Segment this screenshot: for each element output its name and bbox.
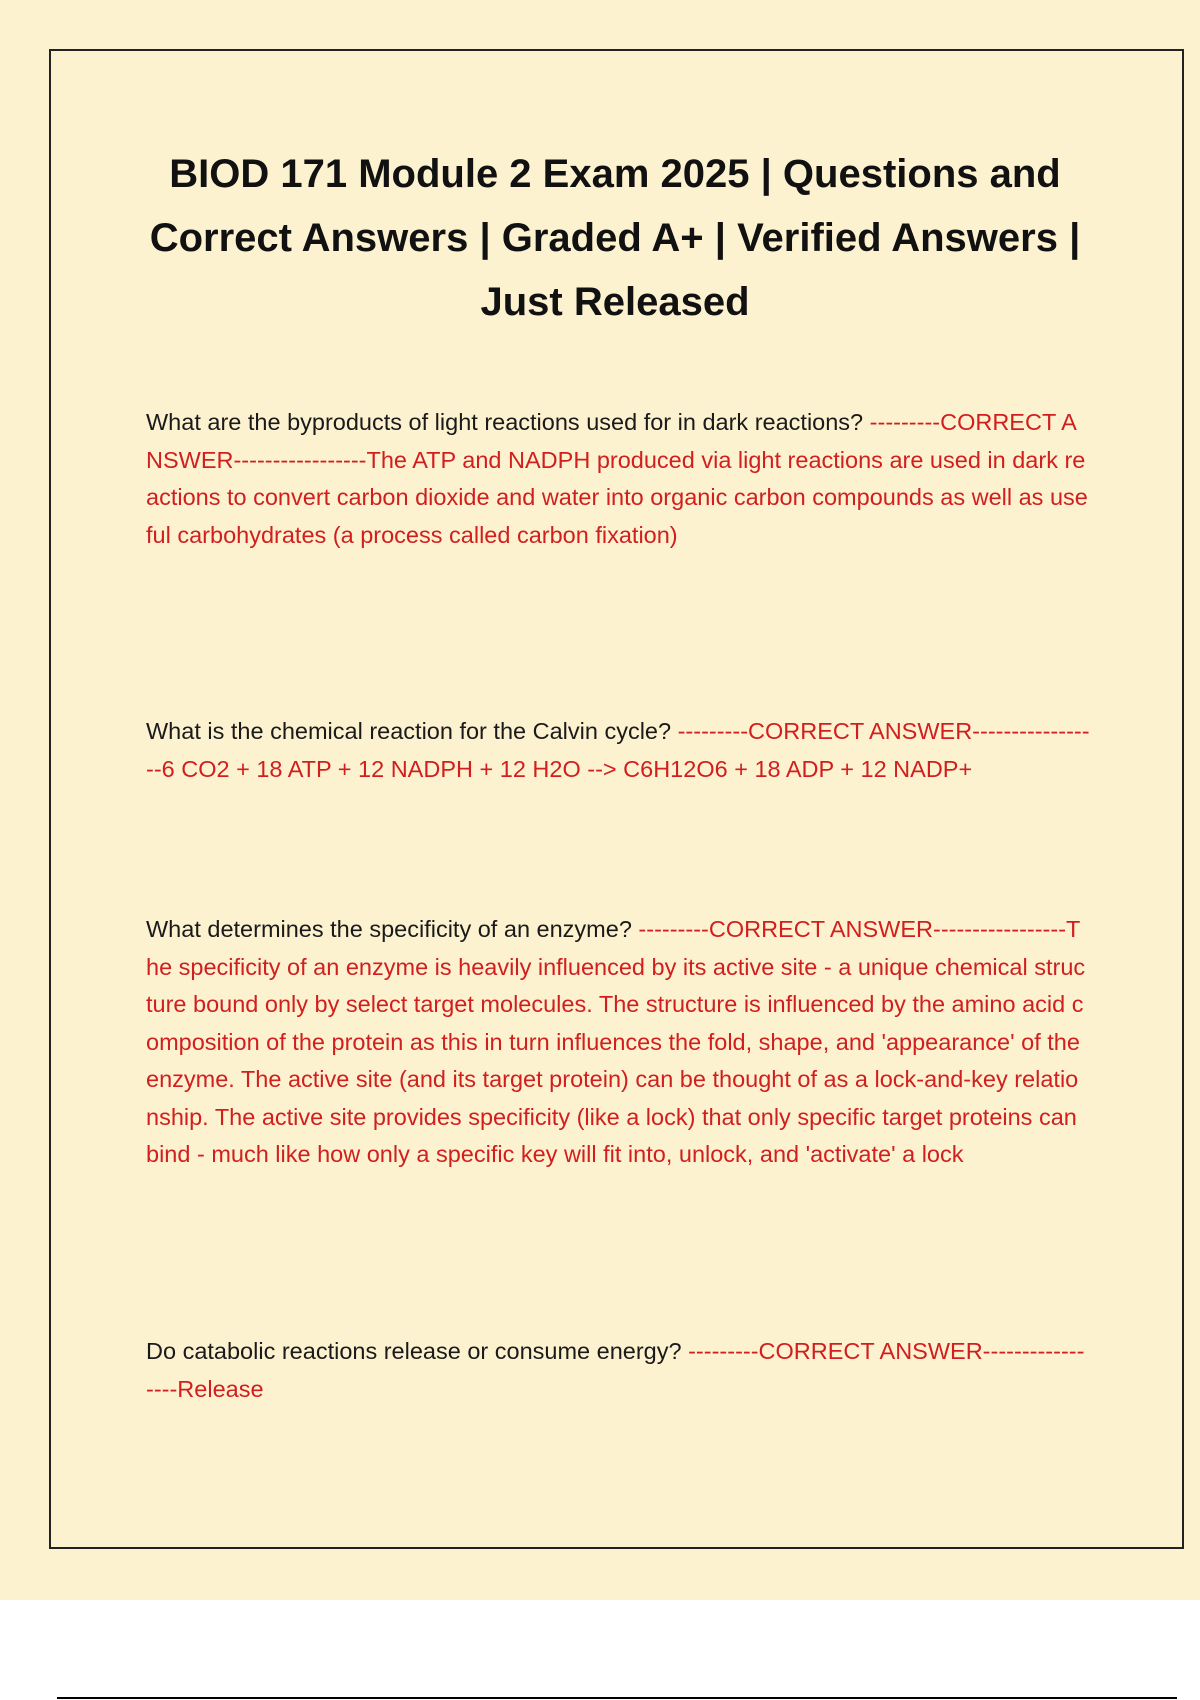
question-text: What are the byproducts of light reactions used for in dark reactions? [146,409,870,435]
document-title: BIOD 171 Module 2 Exam 2025 | Questions and Correct Answers | Graded A+ | Verified Answers | Just Released [149,152,1081,324]
question-text: What is the chemical reaction for the Calvin cycle? [146,718,678,744]
answer-text: ---------CORRECT ANSWER-----------------The ATP and NADPH produced via light reactions are used in dark reactions to convert carbon dioxide and water into organic carbon compounds as well as useful carbohydrates (a process called carbon fixation) [146,409,1088,548]
qa-item [146,404,1091,554]
qa-item [146,713,1091,788]
page-divider [57,1697,1177,1699]
question-text: Do catabolic reactions release or consume energy? [146,1338,689,1364]
question-text: What determines the specificity of an enzyme? [146,916,639,942]
answer-text: ---------CORRECT ANSWER-----------------6 CO2 + 18 ATP + 12 NADPH + 12 H2O --> C6H12O6 + 18 ADP + 12 NADP+ [146,718,1090,782]
answer-text: ---------CORRECT ANSWER-----------------The specificity of an enzyme is heavily influenced by its active site - a unique chemical structure bound only by select target molecules. The structure is influenced by the amino acid composition of the protein as this in turn influences the fold, shape, and 'appearance' of the enzyme. The active site (and its target protein) can be thought of as a lock-and-key relationship. The active site provides specificity (like a lock) that only specific target proteins can bind - much like how only a specific key will fit into, unlock, and 'activate' a lock [146,916,1086,1167]
qa-item [146,911,1091,1174]
answer-text: ---------CORRECT ANSWER-----------------Release [146,1338,1085,1402]
qa-item [146,1333,1091,1408]
